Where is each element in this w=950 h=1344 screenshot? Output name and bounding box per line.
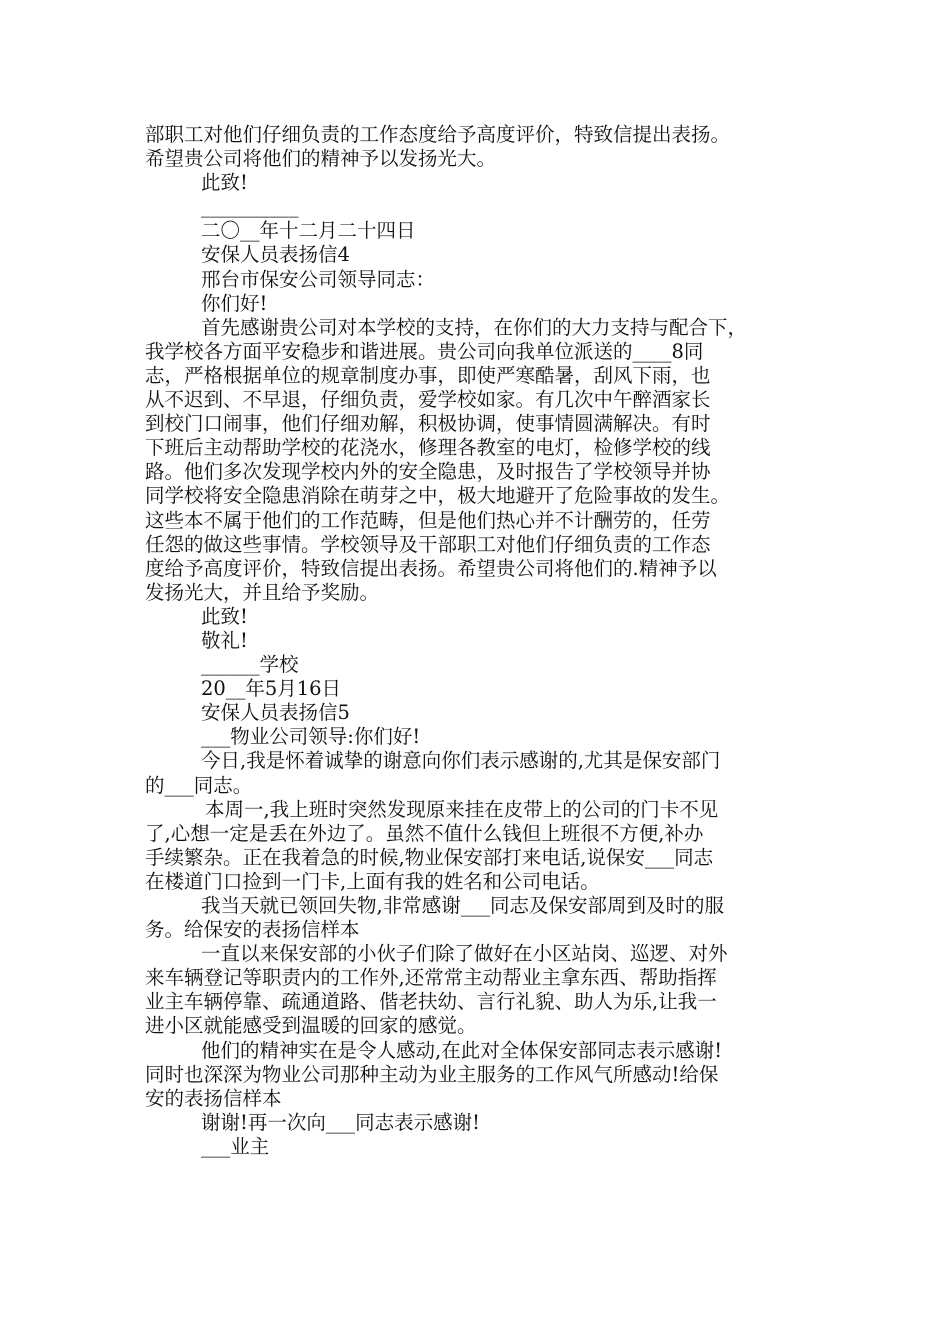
text-line: 你们好! — [201, 291, 268, 315]
text-line: 部职工对他们仔细负责的工作态度给予高度评价，特致信提出表扬。 — [145, 123, 731, 146]
text-line: 一直以来保安部的小伙子们除了做好在小区站岗、巡逻、对外 — [201, 942, 728, 966]
text-line: 的___同志。 — [145, 773, 253, 797]
text-line: 任怨的做这些事情。学校领导及干部职工对他们仔细负责的工作态 — [145, 532, 711, 556]
text-line: 手续繁杂。正在我着急的时候,物业保安部打来电话,说保安___同志 — [145, 845, 714, 869]
text-line: 安保人员表扬信4 — [201, 243, 350, 267]
text-line: 下班后主动帮助学校的花浇水，修理各教室的电灯，检修学校的线 — [145, 436, 711, 460]
text-line: 希望贵公司将他们的精神予以发扬光大。 — [145, 147, 497, 171]
text-line: 来车辆登记等职责内的工作外,还常常主动帮业主拿东西、帮助指挥 — [145, 966, 717, 990]
text-line: 了,心想一定是丢在外边了。虽然不值什么钱但上班很不方便,补办 — [145, 821, 704, 845]
text-line: 进小区就能感受到温暖的回家的感觉。 — [145, 1014, 477, 1038]
text-line: 邢台市保安公司领导同志： — [201, 267, 436, 291]
text-line: 务。给保安的表扬信样本 — [145, 918, 360, 942]
text-line: 业主车辆停靠、疏通道路、偕老扶幼、言行礼貌、助人为乐,让我一 — [145, 990, 717, 1014]
text-line: 安的表扬信样本 — [145, 1086, 282, 1110]
text-line: 谢谢!再一次向___同志表示感谢! — [201, 1110, 480, 1134]
text-line: 此致! — [201, 604, 248, 628]
text-line: 敬礼! — [201, 628, 248, 652]
text-line: 这些本不属于他们的工作范畴，但是他们热心并不计酬劳的，任劳 — [145, 508, 711, 532]
text-line: __________ — [201, 195, 299, 219]
text-line: ___物业公司领导:你们好! — [201, 725, 421, 749]
text-line: 在楼道门口捡到一门卡,上面有我的姓名和公司电话。 — [145, 869, 600, 893]
document-body — [145, 123, 815, 1159]
text-line: 同学校将安全隐患消除在萌芽之中，极大地避开了危险事故的发生。 — [145, 484, 731, 508]
text-line: 我学校各方面平安稳步和谐进展。贵公司向我单位派送的____8同 — [145, 339, 704, 363]
text-line: ___业主 — [201, 1134, 270, 1158]
text-line: 首先感谢贵公司对本学校的支持，在你们的大力支持与配合下， — [201, 315, 748, 339]
text-line: 路。他们多次发现学校内外的安全隐患，及时报告了学校领导并协 — [145, 460, 711, 484]
text-line: 今日,我是怀着诚挚的谢意向你们表示感谢的,尤其是保安部门 — [201, 749, 721, 773]
text-line: 安保人员表扬信5 — [201, 701, 350, 725]
text-line: 二〇__年十二月二十四日 — [201, 219, 416, 243]
text-line: 度给予高度评价，特致信提出表扬。希望贵公司将他们的.精神予以 — [145, 556, 717, 580]
text-line: 同时也深深为物业公司那种主动为业主服务的工作风气所感动!给保 — [145, 1062, 719, 1086]
text-line: ______学校 — [201, 653, 299, 677]
text-line: 本周一,我上班时突然发现原来挂在皮带上的公司的门卡不见 — [205, 797, 719, 821]
text-line: 到校门口闹事，他们仔细劝解，积极协调，使事情圆满解决。有时 — [145, 412, 711, 436]
text-line: 从不迟到、不早退，仔细负责，爱学校如家。有几次中午醉酒家长 — [145, 388, 711, 412]
text-line: 20__年5月16日 — [201, 677, 342, 701]
text-line: 此致! — [201, 171, 248, 195]
text-line: 他们的精神实在是令人感动,在此对全体保安部同志表示感谢! — [201, 1038, 723, 1062]
text-line: 志，严格根据单位的规章制度办事，即使严寒酷暑，刮风下雨，也 — [145, 363, 711, 387]
text-line: 发扬光大，并且给予奖励。 — [145, 580, 380, 604]
text-line: 我当天就已领回失物,非常感谢___同志及保安部周到及时的服 — [201, 894, 724, 917]
